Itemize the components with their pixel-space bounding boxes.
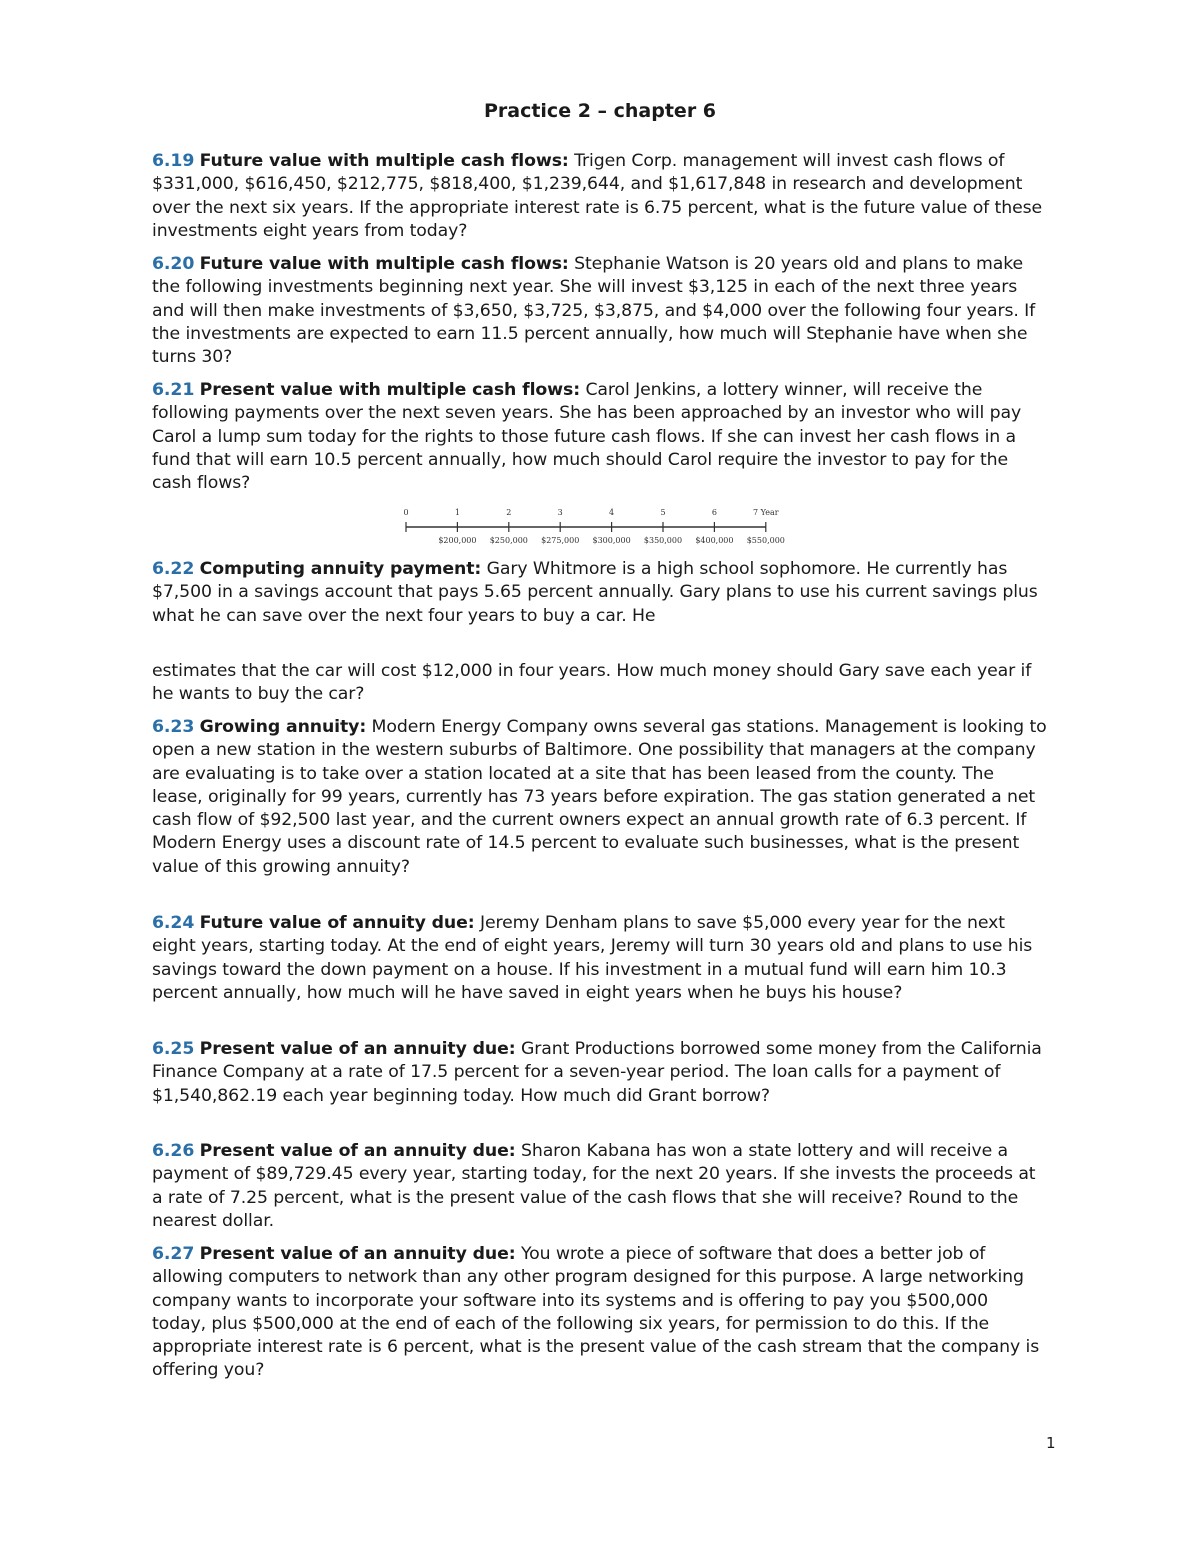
problem-text: Carol Jenkins, a lottery winner, will receive the following payments over the next seven years. She has been approached by an investor who will pay Carol a lump sum today for the rights to those future cash flows. If she can invest her cash flows in a fund that will earn 10.5 percent annually, how much should Carol require the investor to pay for the cash flows? [152, 380, 1022, 494]
problem-6-25 [152, 1038, 1047, 1108]
problem-number: 6.24 [152, 913, 195, 933]
problem-text: Stephanie Watson is 20 years old and plans to make the following investments beginning next year. She will invest $3,125 in each of the next three years and will then make investments of $3,650, $3,725, $3,875, and $4,000 over the following four years. If the investments are expected to earn 11.5 percent annually, how much will Stephanie have when she turns 30? [152, 254, 1036, 368]
timeline-year-label: 1 [454, 508, 460, 517]
problem-number: 6.19 [152, 151, 195, 171]
timeline-year-label: 2 [506, 508, 512, 517]
timeline-cash-flow-label: $200,000 [438, 536, 477, 545]
timeline-year-label: 4 [609, 508, 615, 517]
problem-number: 6.27 [152, 1244, 195, 1264]
problem-6-22 [152, 558, 1047, 628]
problem-number: 6.22 [152, 559, 195, 579]
problem-6-21 [152, 379, 1047, 495]
problem-text: Grant Productions borrowed some money from the California Finance Company at a rate of 17.5 percent for a seven-year period. The loan calls for a payment of $1,540,862.19 each year beginning today. How much did Grant borrow? [152, 1039, 1042, 1106]
problem-number: 6.25 [152, 1039, 195, 1059]
problem-text: Sharon Kabana has won a state lottery and will receive a payment of $89,729.45 every year, starting today, for the next 20 years. If she invests the proceeds at a rate of 7.25 percent, what is the present value of the cash flows that she will receive? Round to the nearest dollar. [152, 1141, 1036, 1231]
problem-text: Gary Whitmore is a high school sophomore. He currently has $7,500 in a savings account that pays 5.65 percent annually. Gary plans to use his current savings plus what he can save over the next four years to buy a car. He [152, 559, 1038, 626]
problem-text: Trigen Corp. management will invest cash flows of $331,000, $616,450, $212,775, $818,400, $1,239,644, and $1,617,848 in research and development over the next six years. If the appropriate interest rate is 6.75 percent, what is the future value of these investments eight years from today? [152, 151, 1043, 241]
problem-6-26 [152, 1140, 1047, 1233]
problem-6-23 [152, 716, 1047, 879]
problem-heading: Future value with multiple cash flows: [199, 151, 569, 171]
problem-text: You wrote a piece of software that does a better job of allowing computers to network than any other program designed for this purpose. A large networking company wants to incorporate your software into its systems and is offering to pay you $500,000 today, plus $500,000 at the end of each of the following six years, for permission to do this. If the appropriate interest rate is 6 percent, what is the present value of the cash stream that the company is offering you? [152, 1244, 1040, 1381]
problem-text: estimates that the car will cost $12,000 in four years. How much money should Gary save each year if he wants to buy the car? [152, 661, 1032, 705]
problem-heading: Present value of an annuity due: [199, 1039, 516, 1059]
timeline-year-label: 7 Year [753, 508, 779, 517]
problem-heading: Future value of annuity due: [199, 913, 475, 933]
timeline-cash-flow-label: $350,000 [643, 536, 683, 545]
timeline-cash-flow-label: $275,000 [541, 536, 580, 545]
timeline-year-label: 6 [711, 508, 717, 517]
problem-heading: Present value of an annuity due: [199, 1244, 516, 1264]
problem-number: 6.23 [152, 717, 195, 737]
problem-number: 6.21 [152, 380, 195, 400]
problem-number: 6.26 [152, 1141, 195, 1161]
page-title: Practice 2 – chapter 6 [483, 100, 717, 122]
timeline-cash-flow-label: $550,000 [746, 536, 785, 545]
page-number: 1 [1046, 1434, 1056, 1452]
problem-heading: Growing annuity: [199, 717, 367, 737]
timeline-graphic [398, 503, 798, 547]
timeline-cash-flow-label: $400,000 [695, 536, 734, 545]
timeline-cash-flow-label: $300,000 [592, 536, 631, 545]
timeline-year-label: 3 [557, 508, 563, 517]
timeline-year-label: 0 [403, 508, 409, 517]
timeline-year-label: 5 [660, 508, 666, 517]
problem-number: 6.20 [152, 254, 195, 274]
problem-heading: Computing annuity payment: [199, 559, 482, 579]
problem-heading: Present value with multiple cash flows: [199, 380, 581, 400]
timeline-cash-flow-label: $250,000 [489, 536, 528, 545]
problem-6-27 [152, 1243, 1047, 1383]
problem-heading: Future value with multiple cash flows: [199, 254, 569, 274]
problem-6-22-continued [152, 660, 1047, 707]
problem-heading: Present value of an annuity due: [199, 1141, 516, 1161]
cash-flow-timeline [398, 503, 798, 547]
problem-6-19 [152, 150, 1047, 243]
problem-text: Jeremy Denham plans to save $5,000 every year for the next eight years, starting today. At the end of eight years, Jeremy will turn 30 years old and plans to use his savings toward the down payment on a house. If his investment in a mutual fund will earn him 10.3 percent annually, how much will he have saved in eight years when he buys his house? [152, 913, 1033, 1003]
problem-6-20 [152, 253, 1047, 369]
problem-text: Modern Energy Company owns several gas stations. Management is looking to open a new station in the western suburbs of Baltimore. One possibility that managers at the company are evaluating is to take over a station located at a site that has been leased from the county. The lease, originally for 99 years, currently has 73 years before expiration. The gas station generated a net cash flow of $92,500 last year, and the current owners expect an annual growth rate of 6.3 percent. If Modern Energy uses a discount rate of 14.5 percent to evaluate such businesses, what is the present value of this growing annuity? [152, 717, 1047, 877]
problem-6-24 [152, 912, 1047, 1005]
